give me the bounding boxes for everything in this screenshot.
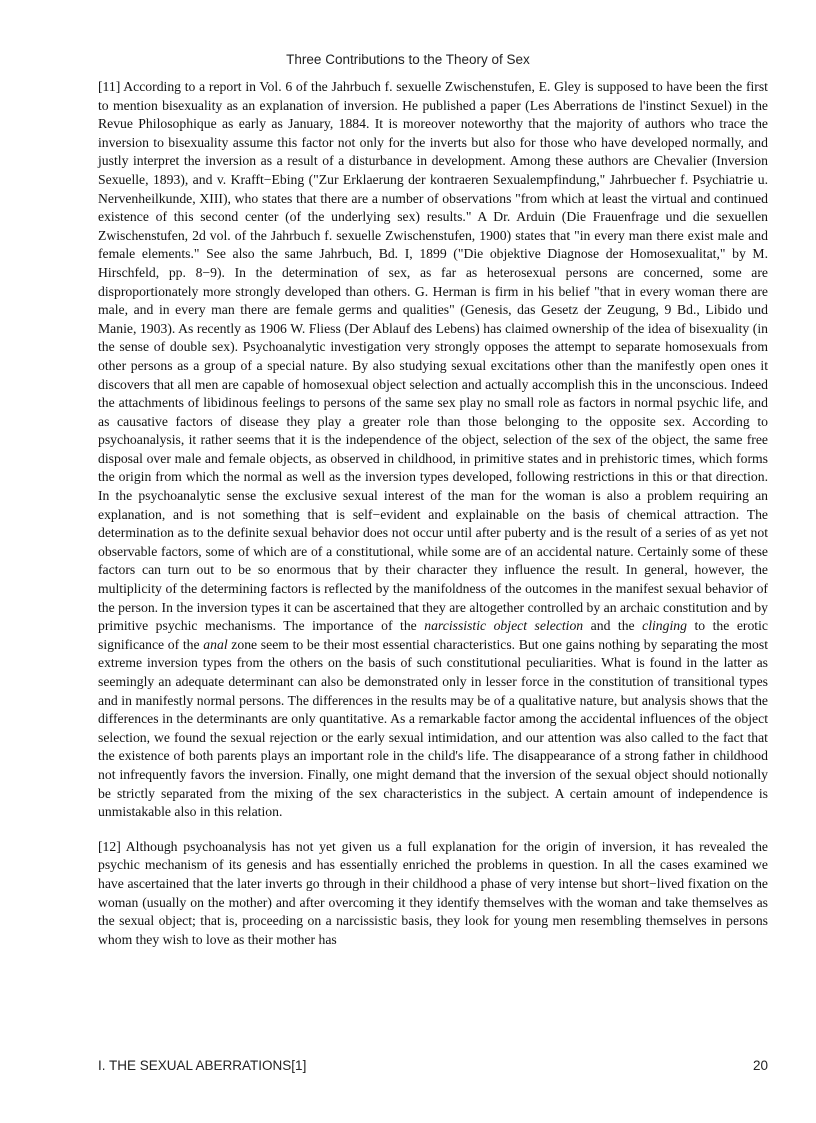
italic-phrase: anal bbox=[203, 636, 228, 652]
running-header: Three Contributions to the Theory of Sex bbox=[286, 52, 530, 67]
paragraph-footnote-11 bbox=[98, 78, 768, 822]
text-segment: [11] According to a report in Vol. 6 of the Jahrbuch f. sexuelle Zwischenstufen, E. Gley is supposed to have been the first to mention bisexuality as an explanation of inversion. He published a paper (Les Aberrations de l'instinct Sexuel) in the Revue Philosophique as early as January, 1884. It is moreover noteworthy that the majority of authors who trace the inversion to bisexuality assume this factor not only for the inverts but also for those who have developed normally, and justly interpret the inversion as a result of a disturbance in development. Among these authors are Chevalier (Inversion Sexuelle, 1893), and v. Krafft−Ebing ("Zur Erklaerung der kontraeren Sexualempfindung," Jahrbuecher f. Psychiatrie u. Nervenheilkunde, XIII), who states that there are a number of observations "from which at least the virtual and continued existence of this second center (of the underlying sex) results." A Dr. Arduin (Die Frauenfrage und die sexuellen Zwischenstufen, 2d vol. of the Jahrbuch f. sexuelle Zwischenstufen, 1900) states that "in every man there exist male and female elements." See also the same Jahrbuch, Bd. I, 1899 ("Die objektive Diagnose der Homosexualitat," by M. Hirschfeld, pp. 8−9). In the determination of sex, as far as heterosexual persons are concerned, some are disproportionately more strongly developed than others. G. Herman is firm in his belief "that in every woman there are male, and in every man there are female germs and qualities" (Genesis, das Gesetz der Zeugung, 9 Bd., Libido und Manie, 1903). As recently as 1906 W. Fliess (Der Ablauf des Lebens) has claimed ownership of the idea of bisexuality (in the sense of double sex). Psychoanalytic investigation very strongly opposes the attempt to separate homosexuals from other persons as a group of a special nature. By also studying sexual excitations other than the manifestly open ones it discovers that all men are capable of homosexual object selection and actually accomplish this in the unconscious. Indeed the attachments of libidinous feelings to persons of the same sex play no small role as factors in normal psychic life, and as causative factors of disease they play a greater role than those belonging to the opposite sex. According to psychoanalysis, it rather seems that it is the independence of the object, selection of the sex of the object, the same free disposal over male and female objects, as observed in childhood, in primitive states and in prehistoric times, which forms the origin from which the normal as well as the inversion types developed, following restrictions in this or that direction. In the psychoanalytic sense the exclusive sexual interest of the man for the woman is also a problem requiring an explanation, and is not something that is self−evident and explainable on the basis of chemical attraction. The determination as to the definite sexual behavior does not occur until after puberty and is the result of a series of as yet not observable factors, some of which are of a constitutional, while some are of an accidental nature. Certainly some of these factors can turn out to be so enormous that by their character they influence the result. In general, however, the multiplicity of the determining factors is reflected by the manifoldness of the outcomes in the manifest sexual behavior of the person. In the inversion types it can be ascertained that they are altogether controlled by an archaic constitution and by primitive psychic mechanisms. The importance of the bbox=[98, 79, 768, 634]
page-number: 20 bbox=[752, 1058, 768, 1073]
text-segment: zone seem to be their most essential characteristics. But one gains nothing by separating the most extreme inversion types from the others on the basis of such constitutional peculiarities. What is found in the latter as seemingly an adequate determinant can also be demonstrated only in lesser force in the constitution of transitional types and in manifestly normal persons. The differences in the results may be of a qualitative nature, but analysis shows that the differences in the determinants are only quantitative. As a remarkable factor among the accidental influences of the object selection, we found the sexual rejection or the early sexual intimidation, and our attention was also called to the fact that the existence of both parents plays an important role in the child's life. The disappearance of a strong father in childhood not infrequently favors the inversion. Finally, one might demand that the inversion of the sexual object should notionally be strictly separated from the mixing of the sex characteristics in the subject. A certain amount of independence is unmistakable also in this relation. bbox=[98, 636, 769, 820]
text-segment: [12] Although psychoanalysis has not yet given us a full explanation for the origin of inversion, it has revealed the psychic mechanism of its genesis and has essentially enriched the problems in question. In all the cases examined we have ascertained that the later inverts go through in their childhood a phase of very intense but short−lived fixation on the woman (usually on the mother) and after overcoming it they identify themselves with the woman and take themselves as the sexual object; that is, proceeding on a narcissistic basis, they look for young men resembling themselves in persons whom they wish to love as their mother has bbox=[98, 838, 768, 947]
paragraph-footnote-12 bbox=[98, 838, 768, 950]
italic-phrase: clinging bbox=[642, 618, 687, 634]
chapter-title: I. THE SEXUAL ABERRATIONS[1] bbox=[98, 1058, 307, 1073]
text-segment: and the bbox=[583, 618, 643, 634]
text-segment: to the erotic significance of the bbox=[98, 618, 768, 652]
body-text bbox=[98, 78, 768, 965]
page-footer bbox=[98, 1058, 768, 1073]
italic-phrase: narcissistic object selection bbox=[424, 618, 584, 634]
